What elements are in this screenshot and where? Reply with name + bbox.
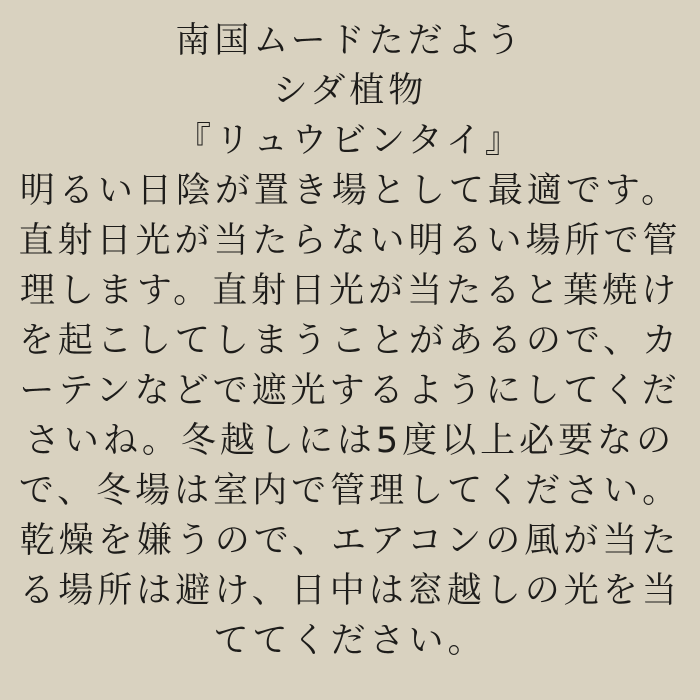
card-title-plant-name: 『リュウビンタイ』: [176, 121, 524, 161]
card-title-line-2: シダ植物: [272, 71, 428, 111]
body-text-line: を起こしてしまうことがあるので、カ: [18, 321, 682, 361]
body-text-line-last: ててください。: [213, 621, 487, 661]
body-text-line: ーテンなどで遮光するようにしてくだ: [19, 371, 681, 411]
body-text-line: で、冬場は室内で管理してください。: [18, 471, 682, 511]
body-text-line: さいね。冬越しには5度以上必要なの: [24, 421, 676, 461]
body-text-line: 明るい日陰が置き場として最適です。: [19, 171, 681, 211]
body-text-line: 乾燥を嫌うので、エアコンの風が当た: [19, 521, 681, 561]
body-text-line: 理します。直射日光が当たると葉焼け: [19, 271, 681, 311]
body-text-line: 直射日光が当たらない明るい場所で管: [18, 221, 682, 261]
body-text-line: る場所は避け、日中は窓越しの光を当: [19, 571, 681, 611]
card-title-line-1: 南国ムードただよう: [175, 21, 525, 61]
